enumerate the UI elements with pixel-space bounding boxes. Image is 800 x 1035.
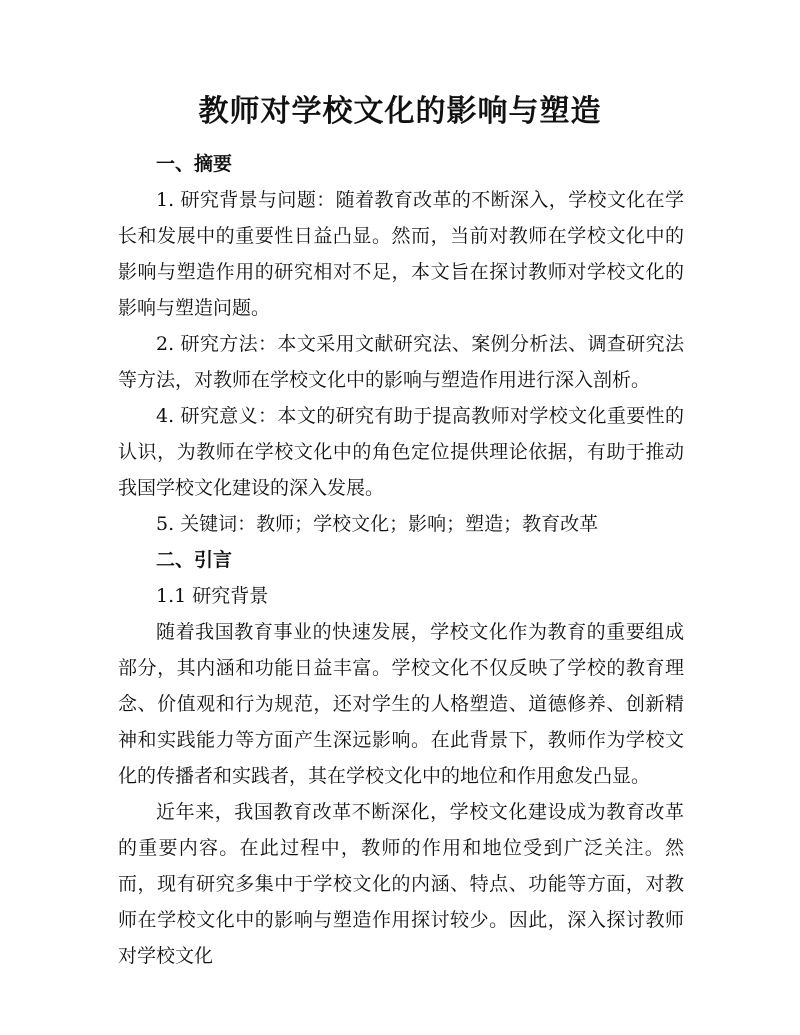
document-body — [118, 146, 684, 974]
section-heading-abstract: 一、摘要 — [156, 153, 233, 175]
introduction-paragraph-2: 近年来，我国教育改革不断深化，学校文化建设成为教育改革的重要内容。在此过程中，教师的作用和地位受到广泛关注。然而，现有研究多集中于学校文化的内涵、特点、功能等方面，对教师在学校文化中的影响与塑造作用探讨较少。因此，深入探讨教师对学校文化 — [118, 801, 684, 967]
abstract-paragraph-methods: 2. 研究方法：本文采用文献研究法、案例分析法、调查研究法等方法，对教师在学校文化中的影响与塑造作用进行深入剖析。 — [118, 333, 684, 391]
document-title: 教师对学校文化的影响与塑造 — [198, 94, 602, 129]
introduction-paragraph-1: 随着我国教育事业的快速发展，学校文化作为教育的重要组成部分，其内涵和功能日益丰富。学校文化不仅反映了学校的教育理念、价值观和行为规范，还对学生的人格塑造、道德修养、创新精神和实践能力等方面产生深远影响。在此背景下，教师作为学校文化的传播者和实践者，其在学校文化中的地位和作用愈发凸显。 — [118, 621, 684, 787]
abstract-paragraph-background: 1. 研究背景与问题：随着教育改革的不断深入，学校文化在学长和发展中的重要性日益凸显。然而，当前对教师在学校文化中的影响与塑造作用的研究相对不足，本文旨在探讨教师对学校文化的影响与塑造问题。 — [118, 189, 684, 319]
section-heading-introduction: 二、引言 — [156, 549, 233, 571]
abstract-paragraph-keywords: 5. 关键词：教师；学校文化；影响；塑造；教育改革 — [156, 513, 599, 535]
subsection-heading-background: 1.1 研究背景 — [156, 585, 269, 607]
abstract-paragraph-significance: 4. 研究意义：本文的研究有助于提高教师对学校文化重要性的认识，为教师在学校文化中的角色定位提供理论依据，有助于推动我国学校文化建设的深入发展。 — [118, 405, 684, 499]
